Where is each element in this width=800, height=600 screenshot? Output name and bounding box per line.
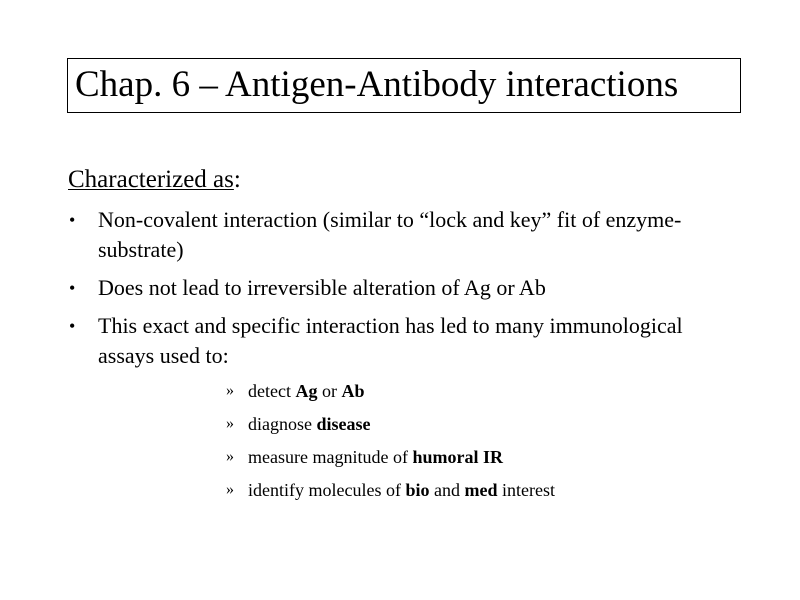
section-heading-label: Characterized as [68, 166, 234, 193]
sub-bullet-item [226, 479, 555, 501]
bullet-item [68, 205, 738, 265]
sub-bullet-text: and [429, 480, 465, 500]
bullet-text: This exact and specific interaction has led to many immunological assays used to: [98, 313, 683, 368]
sub-bullet-text: diagnose [248, 414, 317, 434]
sub-bullet-text: detect [248, 381, 296, 401]
sub-bullet-text: identify molecules of [248, 480, 406, 500]
sub-bullet-emphasis: Ab [341, 381, 365, 401]
sub-bullet-text: measure magnitude of [248, 447, 413, 467]
sub-bullet-emphasis: disease [316, 414, 371, 434]
title-box [67, 58, 741, 113]
bullet-icon: • [69, 316, 76, 336]
sub-bullet-emphasis: Ag [295, 381, 318, 401]
bullet-icon: • [69, 210, 76, 230]
sub-bullet-text: or [317, 381, 342, 401]
slide-title: Chap. 6 – Antigen-Antibody interactions [75, 64, 679, 105]
sub-bullet-icon: » [226, 481, 234, 498]
sub-bullet-item [226, 446, 555, 468]
bullet-item [68, 311, 688, 371]
sub-bullet-icon: » [226, 415, 234, 432]
sub-bullet-icon: » [226, 382, 234, 399]
sub-bullet-emphasis: bio [405, 480, 430, 500]
sub-bullet-item [226, 413, 555, 435]
sub-bullet-list [226, 380, 555, 512]
bullet-text: Non-covalent interaction (similar to “lock and key” fit of enzyme-substrate) [98, 207, 682, 262]
sub-bullet-emphasis: humoral IR [412, 447, 503, 467]
section-heading-colon: : [233, 166, 241, 193]
bullet-icon: • [69, 278, 76, 298]
bullet-item [68, 273, 758, 303]
sub-bullet-emphasis: med [464, 480, 498, 500]
bullet-list [68, 205, 758, 379]
sub-bullet-item [226, 380, 555, 402]
bullet-text: Does not lead to irreversible alteration of Ag or Ab [98, 275, 546, 300]
sub-bullet-text: interest [497, 480, 555, 500]
sub-bullet-icon: » [226, 448, 234, 465]
section-heading [68, 166, 241, 194]
